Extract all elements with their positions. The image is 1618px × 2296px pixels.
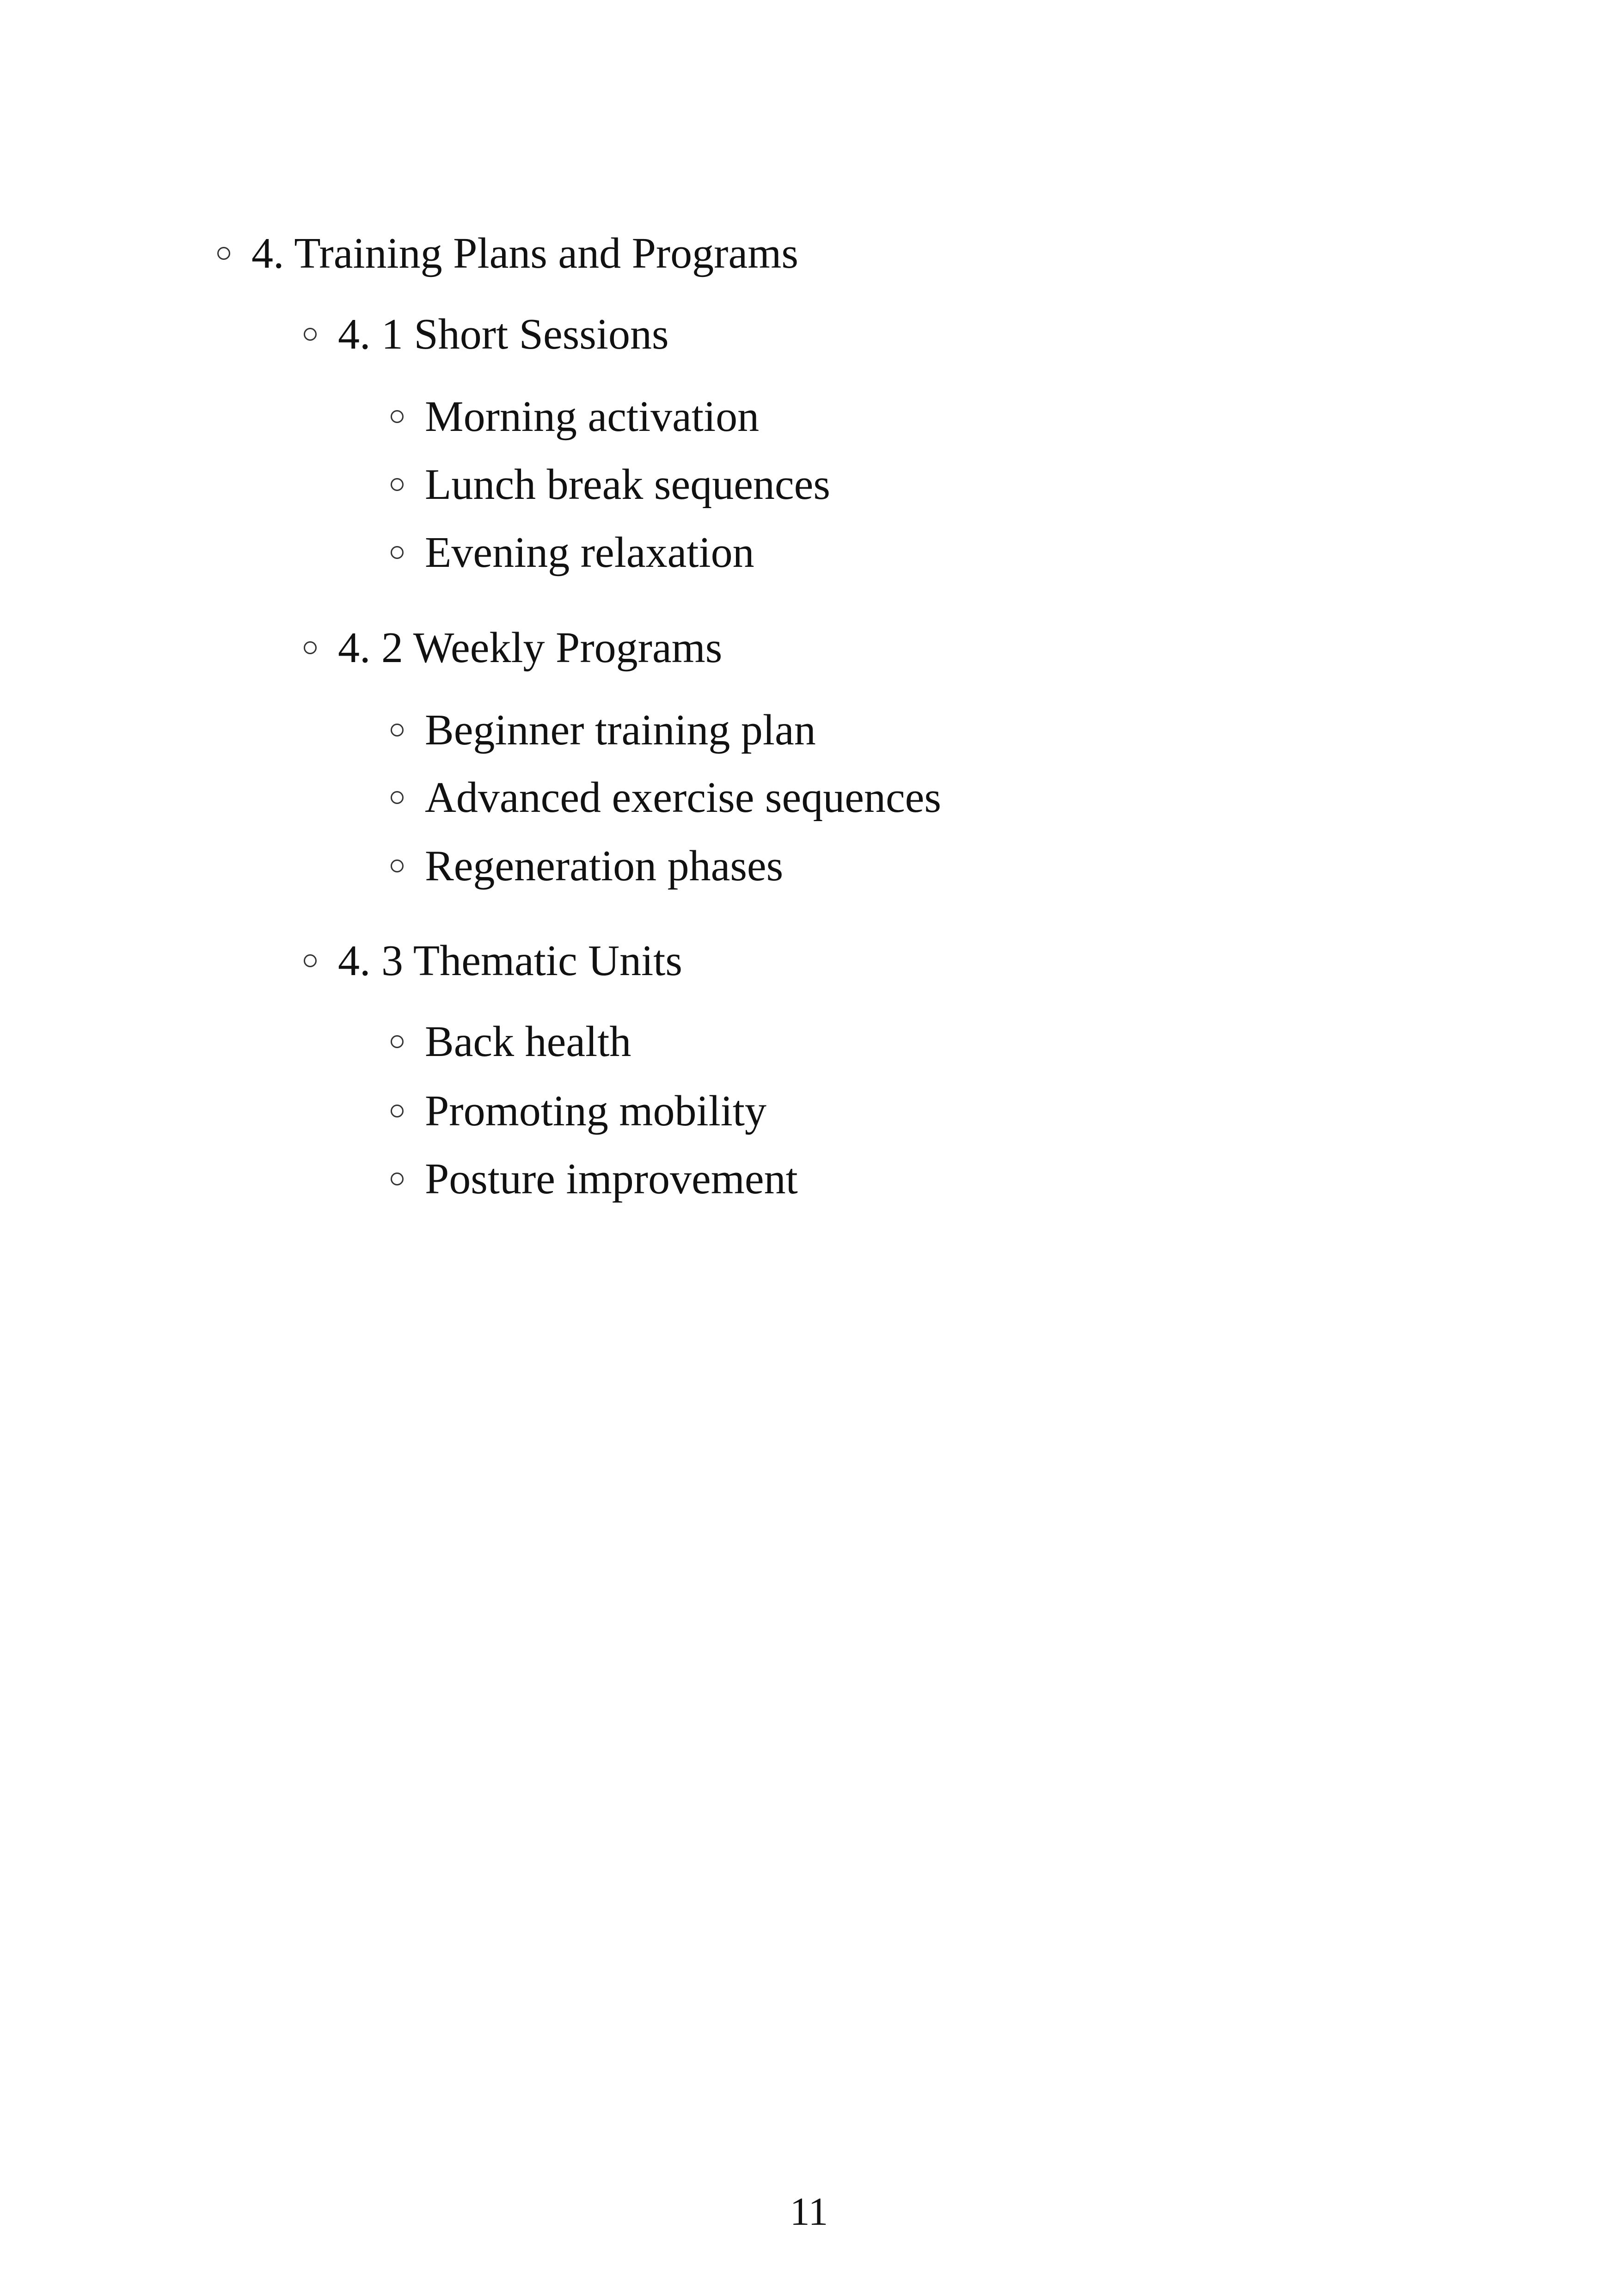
outline-subsection	[304, 933, 682, 988]
hollow-circle-bullet-icon	[391, 724, 404, 737]
item-label: Regeneration phases	[425, 842, 784, 890]
outline-subsection	[304, 620, 722, 675]
section-title: 4. Training Plans and Programs	[251, 229, 798, 277]
hollow-circle-bullet-icon	[217, 247, 230, 260]
hollow-circle-bullet-icon	[391, 791, 404, 804]
hollow-circle-bullet-icon	[391, 410, 404, 423]
subsection-title: 4. 3 Thematic Units	[338, 937, 682, 985]
item-label: Posture improvement	[425, 1155, 798, 1203]
item-label: Promoting mobility	[425, 1087, 767, 1135]
outline-subsection	[304, 307, 669, 362]
hollow-circle-bullet-icon	[304, 641, 317, 654]
item-label: Evening relaxation	[425, 528, 754, 577]
outline-item	[391, 1083, 766, 1139]
outline-item	[391, 525, 754, 580]
item-label: Beginner training plan	[425, 706, 816, 754]
item-label: Morning activation	[425, 393, 760, 441]
hollow-circle-bullet-icon	[304, 954, 317, 967]
hollow-circle-bullet-icon	[391, 1173, 404, 1185]
outline-item	[391, 838, 783, 894]
outline-item	[391, 457, 830, 512]
item-label: Advanced exercise sequences	[425, 774, 941, 822]
page-number: 11	[790, 2189, 828, 2234]
item-label: Back health	[425, 1018, 631, 1066]
hollow-circle-bullet-icon	[304, 328, 317, 341]
subsection-title: 4. 1 Short Sessions	[338, 310, 669, 358]
outline-item	[391, 770, 941, 825]
outline-item	[391, 1151, 798, 1207]
subsection-title: 4. 2 Weekly Programs	[338, 624, 723, 672]
outline-section	[217, 226, 798, 281]
hollow-circle-bullet-icon	[391, 546, 404, 559]
hollow-circle-bullet-icon	[391, 1035, 404, 1048]
hollow-circle-bullet-icon	[391, 478, 404, 491]
outline-item	[391, 702, 816, 758]
hollow-circle-bullet-icon	[391, 859, 404, 872]
outline-item	[391, 1014, 631, 1069]
hollow-circle-bullet-icon	[391, 1105, 404, 1117]
item-label: Lunch break sequences	[425, 460, 830, 509]
outline-item	[391, 389, 759, 444]
